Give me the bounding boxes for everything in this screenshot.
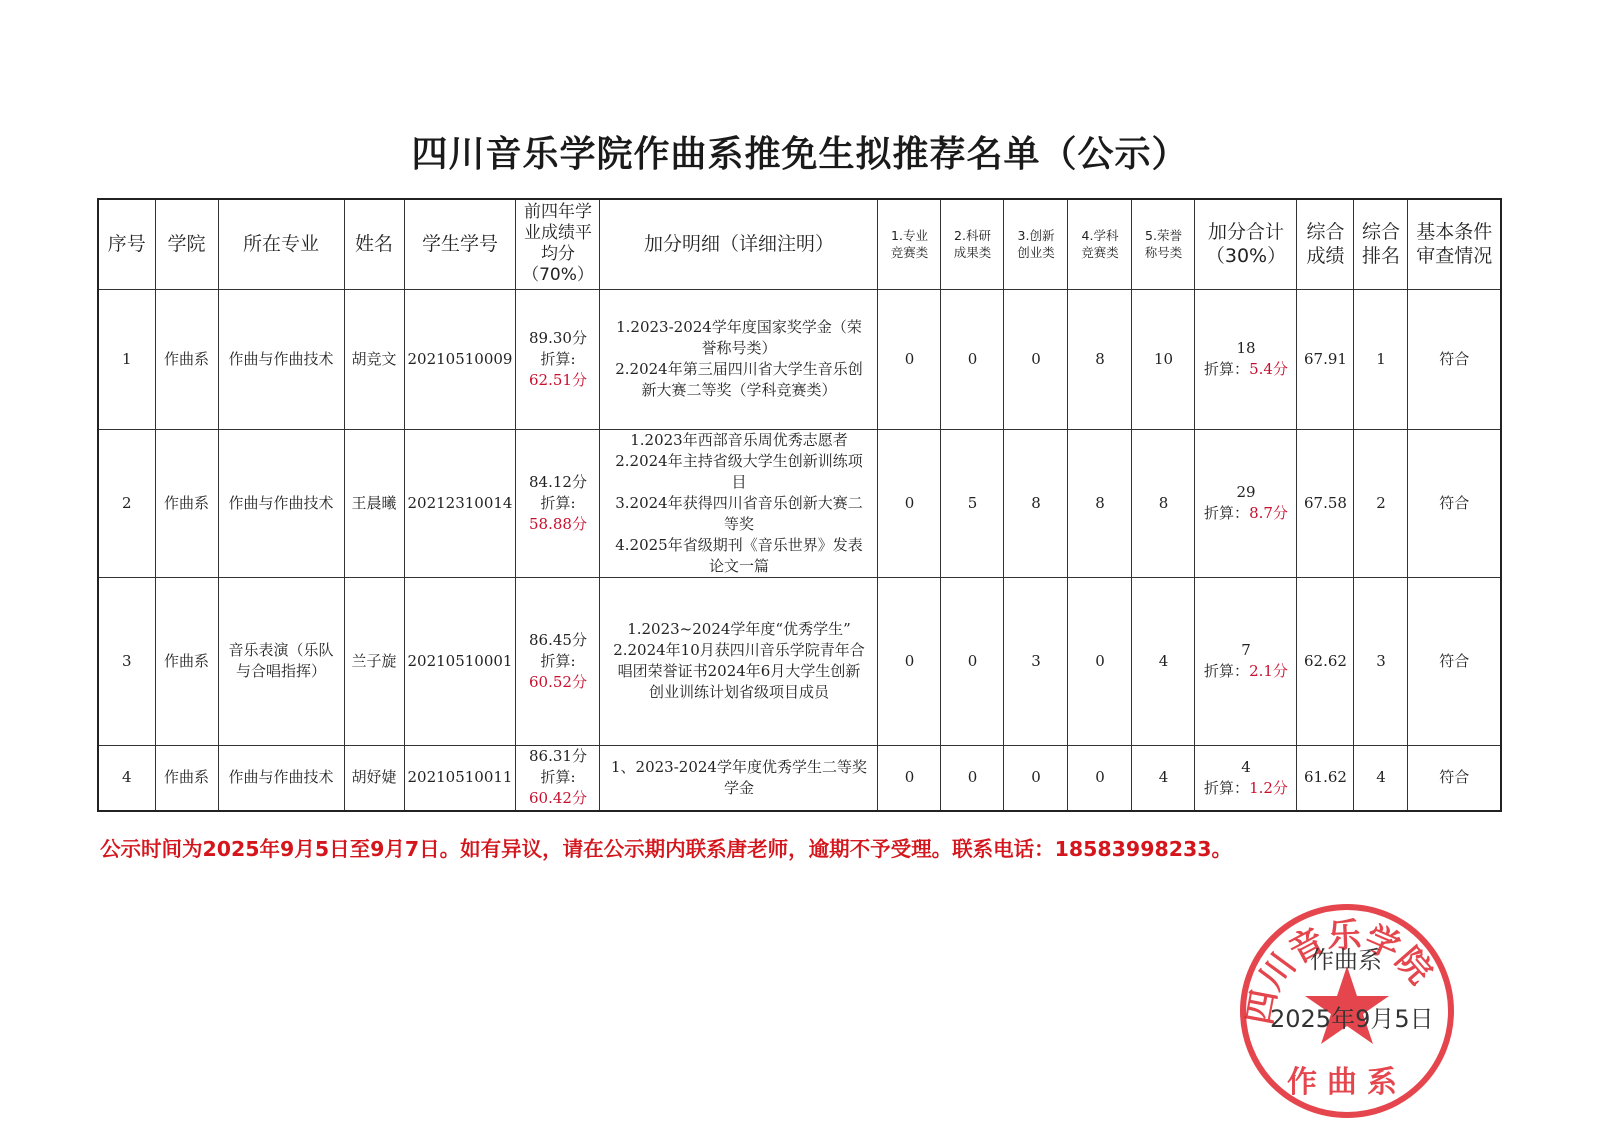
cell-college: 作曲系: [155, 429, 218, 577]
cell-review: 符合: [1408, 577, 1501, 745]
cell-c4: 8: [1068, 429, 1132, 577]
header-seq: 序号: [98, 199, 155, 289]
seal-bottom-text: 作曲系: [1287, 1065, 1407, 1100]
cell-c3: 3: [1004, 577, 1068, 745]
cell-c2: 0: [941, 577, 1004, 745]
table-row: [98, 289, 1501, 429]
cell-college: 作曲系: [155, 577, 218, 745]
signature-department: 作曲系: [1310, 946, 1382, 974]
header-rank: 综合 排名: [1354, 199, 1408, 289]
cell-composite: 61.62: [1297, 745, 1354, 811]
signature-date: 2025年9月5日: [1270, 1005, 1434, 1033]
cell-gpa: 86.31分 折算: 60.42分: [516, 745, 600, 811]
cell-seq: 1: [98, 289, 155, 429]
cell-c3: 0: [1004, 289, 1068, 429]
table-row: [98, 429, 1501, 577]
header-name: 姓名: [344, 199, 404, 289]
cell-composite: 67.91: [1297, 289, 1354, 429]
cell-c4: 0: [1068, 745, 1132, 811]
cell-c4: 0: [1068, 577, 1132, 745]
notice-text: 公示时间为2025年9月5日至9月7日。如有异议，请在公示期内联系唐老师，逾期不予受理。联系电话：18583998233。: [100, 837, 1233, 861]
header-college: 学院: [155, 199, 218, 289]
table-row: [98, 745, 1501, 811]
cell-rank: 2: [1354, 429, 1408, 577]
cell-rank: 3: [1354, 577, 1408, 745]
cell-c5: 4: [1132, 577, 1195, 745]
header-bonus-detail: 加分明细（详细注明）: [600, 199, 878, 289]
header-composite: 综合 成绩: [1297, 199, 1354, 289]
cell-composite: 67.58: [1297, 429, 1354, 577]
cell-bonus-total: 29 折算：8.7分: [1195, 429, 1297, 577]
header-review: 基本条件 审查情况: [1408, 199, 1501, 289]
cell-student-id: 20210510009: [404, 289, 516, 429]
cell-gpa: 89.30分 折算: 62.51分: [516, 289, 600, 429]
header-c1: 1.专业 竞赛类: [878, 199, 941, 289]
cell-gpa: 84.12分 折算: 58.88分: [516, 429, 600, 577]
cell-major: 音乐表演（乐队 与合唱指挥）: [218, 577, 344, 745]
cell-review: 符合: [1408, 289, 1501, 429]
cell-c2: 5: [941, 429, 1004, 577]
cell-c5: 4: [1132, 745, 1195, 811]
page-title: 四川音乐学院作曲系推免生拟推荐名单（公示）: [411, 134, 1189, 175]
cell-c4: 8: [1068, 289, 1132, 429]
cell-rank: 4: [1354, 745, 1408, 811]
header-bonus-total: 加分合计 （30%）: [1195, 199, 1297, 289]
recommendation-table: [97, 198, 1502, 812]
seal-top-text: 四川音乐学院: [1239, 915, 1440, 1028]
cell-student-id: 20212310014: [404, 429, 516, 577]
cell-major: 作曲与作曲技术: [218, 289, 344, 429]
header-c2: 2.科研 成果类: [941, 199, 1004, 289]
header-c3: 3.创新 创业类: [1004, 199, 1068, 289]
cell-seq: 3: [98, 577, 155, 745]
cell-gpa: 86.45分 折算: 60.52分: [516, 577, 600, 745]
cell-c1: 0: [878, 289, 941, 429]
table-row: [98, 577, 1501, 745]
header-row: [98, 199, 1501, 289]
cell-composite: 62.62: [1297, 577, 1354, 745]
cell-student-id: 20210510011: [404, 745, 516, 811]
cell-name: 胡竞文: [344, 289, 404, 429]
cell-name: 王晨曦: [344, 429, 404, 577]
cell-name: 兰子旋: [344, 577, 404, 745]
header-gpa: 前四年学 业成绩平 均分 （70%）: [516, 199, 600, 289]
cell-c1: 0: [878, 429, 941, 577]
cell-c2: 0: [941, 745, 1004, 811]
cell-bonus-total: 7 折算：2.1分: [1195, 577, 1297, 745]
cell-bonus-detail: 1.2023-2024学年度国家奖学金（荣 誉称号类） 2.2024年第三届四川省大学生音乐创 新大赛二等奖（学科竞赛类）: [600, 289, 878, 429]
cell-name: 胡妤婕: [344, 745, 404, 811]
cell-bonus-detail: 1、2023-2024学年度优秀学生二等奖 学金: [600, 745, 878, 811]
cell-bonus-detail: 1.2023~2024学年度“优秀学生” 2.2024年10月获四川音乐学院青年合 唱团荣誉证书2024年6月大学生创新 创业训练计划省级项目成员: [600, 577, 878, 745]
cell-c5: 8: [1132, 429, 1195, 577]
cell-rank: 1: [1354, 289, 1408, 429]
cell-review: 符合: [1408, 429, 1501, 577]
cell-c1: 0: [878, 577, 941, 745]
cell-bonus-detail: 1.2023年西部音乐周优秀志愿者 2.2024年主持省级大学生创新训练项 目 3.2024年获得四川省音乐创新大赛二 等奖 4.2025年省级期刊《音乐世界》发表 论文一篇: [600, 429, 878, 577]
cell-major: 作曲与作曲技术: [218, 429, 344, 577]
cell-c3: 0: [1004, 745, 1068, 811]
cell-major: 作曲与作曲技术: [218, 745, 344, 811]
cell-seq: 4: [98, 745, 155, 811]
cell-college: 作曲系: [155, 289, 218, 429]
cell-c1: 0: [878, 745, 941, 811]
header-c4: 4.学科 竞赛类: [1068, 199, 1132, 289]
cell-seq: 2: [98, 429, 155, 577]
cell-review: 符合: [1408, 745, 1501, 811]
cell-college: 作曲系: [155, 745, 218, 811]
header-c5: 5.荣誉 称号类: [1132, 199, 1195, 289]
cell-bonus-total: 4 折算：1.2分: [1195, 745, 1297, 811]
cell-c3: 8: [1004, 429, 1068, 577]
header-major: 所在专业: [218, 199, 344, 289]
cell-c5: 10: [1132, 289, 1195, 429]
cell-student-id: 20210510001: [404, 577, 516, 745]
header-student-id: 学生学号: [404, 199, 516, 289]
cell-c2: 0: [941, 289, 1004, 429]
cell-bonus-total: 18 折算：5.4分: [1195, 289, 1297, 429]
